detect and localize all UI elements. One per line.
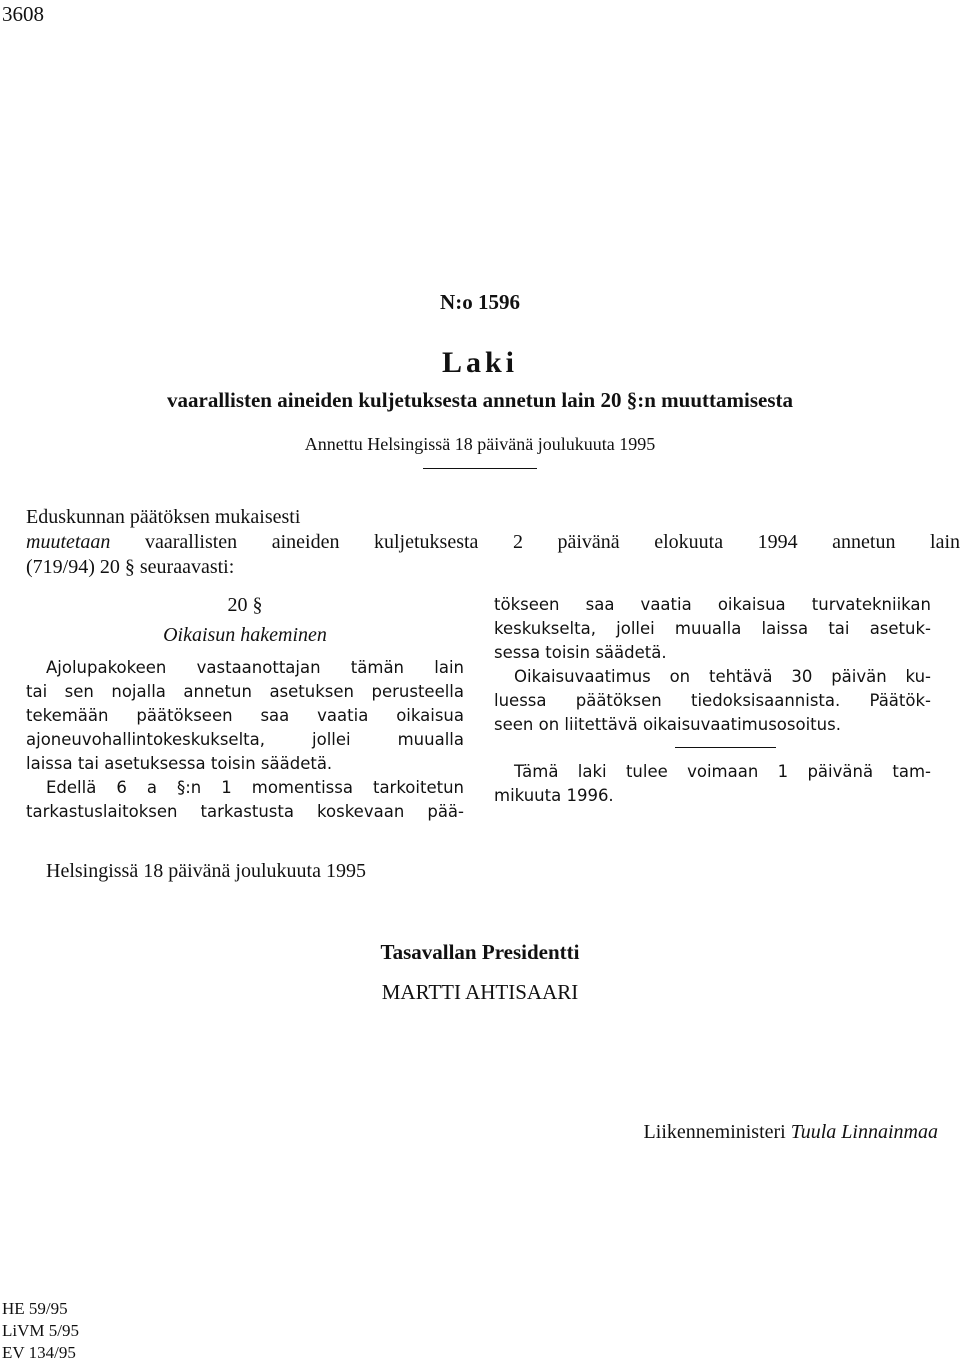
preamble-line: (719/94) 20 § seuraavasti: — [26, 556, 235, 578]
section-heading: Oikaisun hakeminen — [163, 624, 327, 646]
law-title: Laki — [441, 346, 519, 379]
text-line: laissa tai asetuksessa toisin säädetä. — [26, 754, 333, 773]
text-line: Tämä laki tulee voimaan 1 päivänä tam- — [514, 762, 931, 781]
preamble-line: Eduskunnan päätöksen mukaisesti — [26, 506, 301, 528]
text-line: Ajolupakokeen vastaanottajan tämän lain — [46, 658, 464, 677]
section-divider — [675, 747, 776, 748]
president-name: MARTTI AHTISAARI — [381, 980, 579, 1004]
president-title: Tasavallan Presidentti — [380, 940, 580, 964]
text-line: tarkastuslaitoksen tarkastusta koskevaan pää- — [26, 802, 464, 821]
law-subtitle: vaarallisten aineiden kuljetuksesta annetun lain 20 §:n muuttamisesta — [167, 388, 793, 412]
header-divider — [423, 468, 537, 469]
statute-number: N:o 1596 — [440, 290, 520, 314]
text-line: tai sen nojalla annetun asetuksen perusteella — [26, 682, 464, 701]
text-line: Edellä 6 a §:n 1 momentissa tarkoitetun — [46, 778, 464, 797]
paragraph-2-cont — [494, 593, 931, 665]
given-date: Annettu Helsingissä 18 päivänä joulukuuta 1995 — [304, 434, 656, 454]
preamble-line — [26, 530, 960, 555]
references — [2, 1298, 79, 1364]
text-line: tökseen saa vaatia oikaisua turvatekniikan — [494, 595, 931, 614]
text-line: seen on liitettävä oikaisuvaatimusosoitus. — [494, 715, 841, 734]
left-column — [26, 593, 464, 824]
minister-title: Liikenneministeri — [643, 1121, 786, 1143]
right-column — [494, 593, 931, 808]
minister-name: Tuula Linnainmaa — [790, 1121, 938, 1143]
preamble — [26, 505, 960, 580]
reference: EV 134/95 — [2, 1343, 76, 1362]
text-line: Oikaisuvaatimus on tehtävä 30 päivän ku- — [514, 667, 931, 686]
paragraph-2 — [26, 776, 464, 824]
text-line: keskukselta, jollei muualla laissa tai asetuk- — [494, 619, 931, 638]
text-line: tekemään päätökseen saa vaatia oikaisua — [26, 706, 464, 725]
text-line: mikuuta 1996. — [494, 786, 614, 805]
reference: LiVM 5/95 — [2, 1321, 79, 1340]
page-number: 3608 — [2, 2, 44, 26]
text-line: ajoneuvohallintokeskukselta, jollei muualla — [26, 730, 464, 749]
text-line: sessa toisin säädetä. — [494, 643, 667, 662]
minister-signature — [644, 1121, 938, 1144]
place-date: Helsingissä 18 päivänä joulukuuta 1995 — [46, 860, 366, 882]
entry-into-force — [494, 760, 931, 808]
paragraph-3 — [494, 665, 931, 737]
section-number: 20 § — [227, 594, 263, 616]
preamble-text: vaarallisten aineiden kuljetuksesta 2 päivänä elokuuta 1994 annetun lain — [144, 531, 960, 553]
paragraph-1 — [26, 656, 464, 776]
reference: HE 59/95 — [2, 1299, 68, 1318]
text-line: luessa päätöksen tiedoksisaannista. Päätök- — [494, 691, 931, 710]
preamble-emphasis: muutetaan — [26, 531, 111, 553]
